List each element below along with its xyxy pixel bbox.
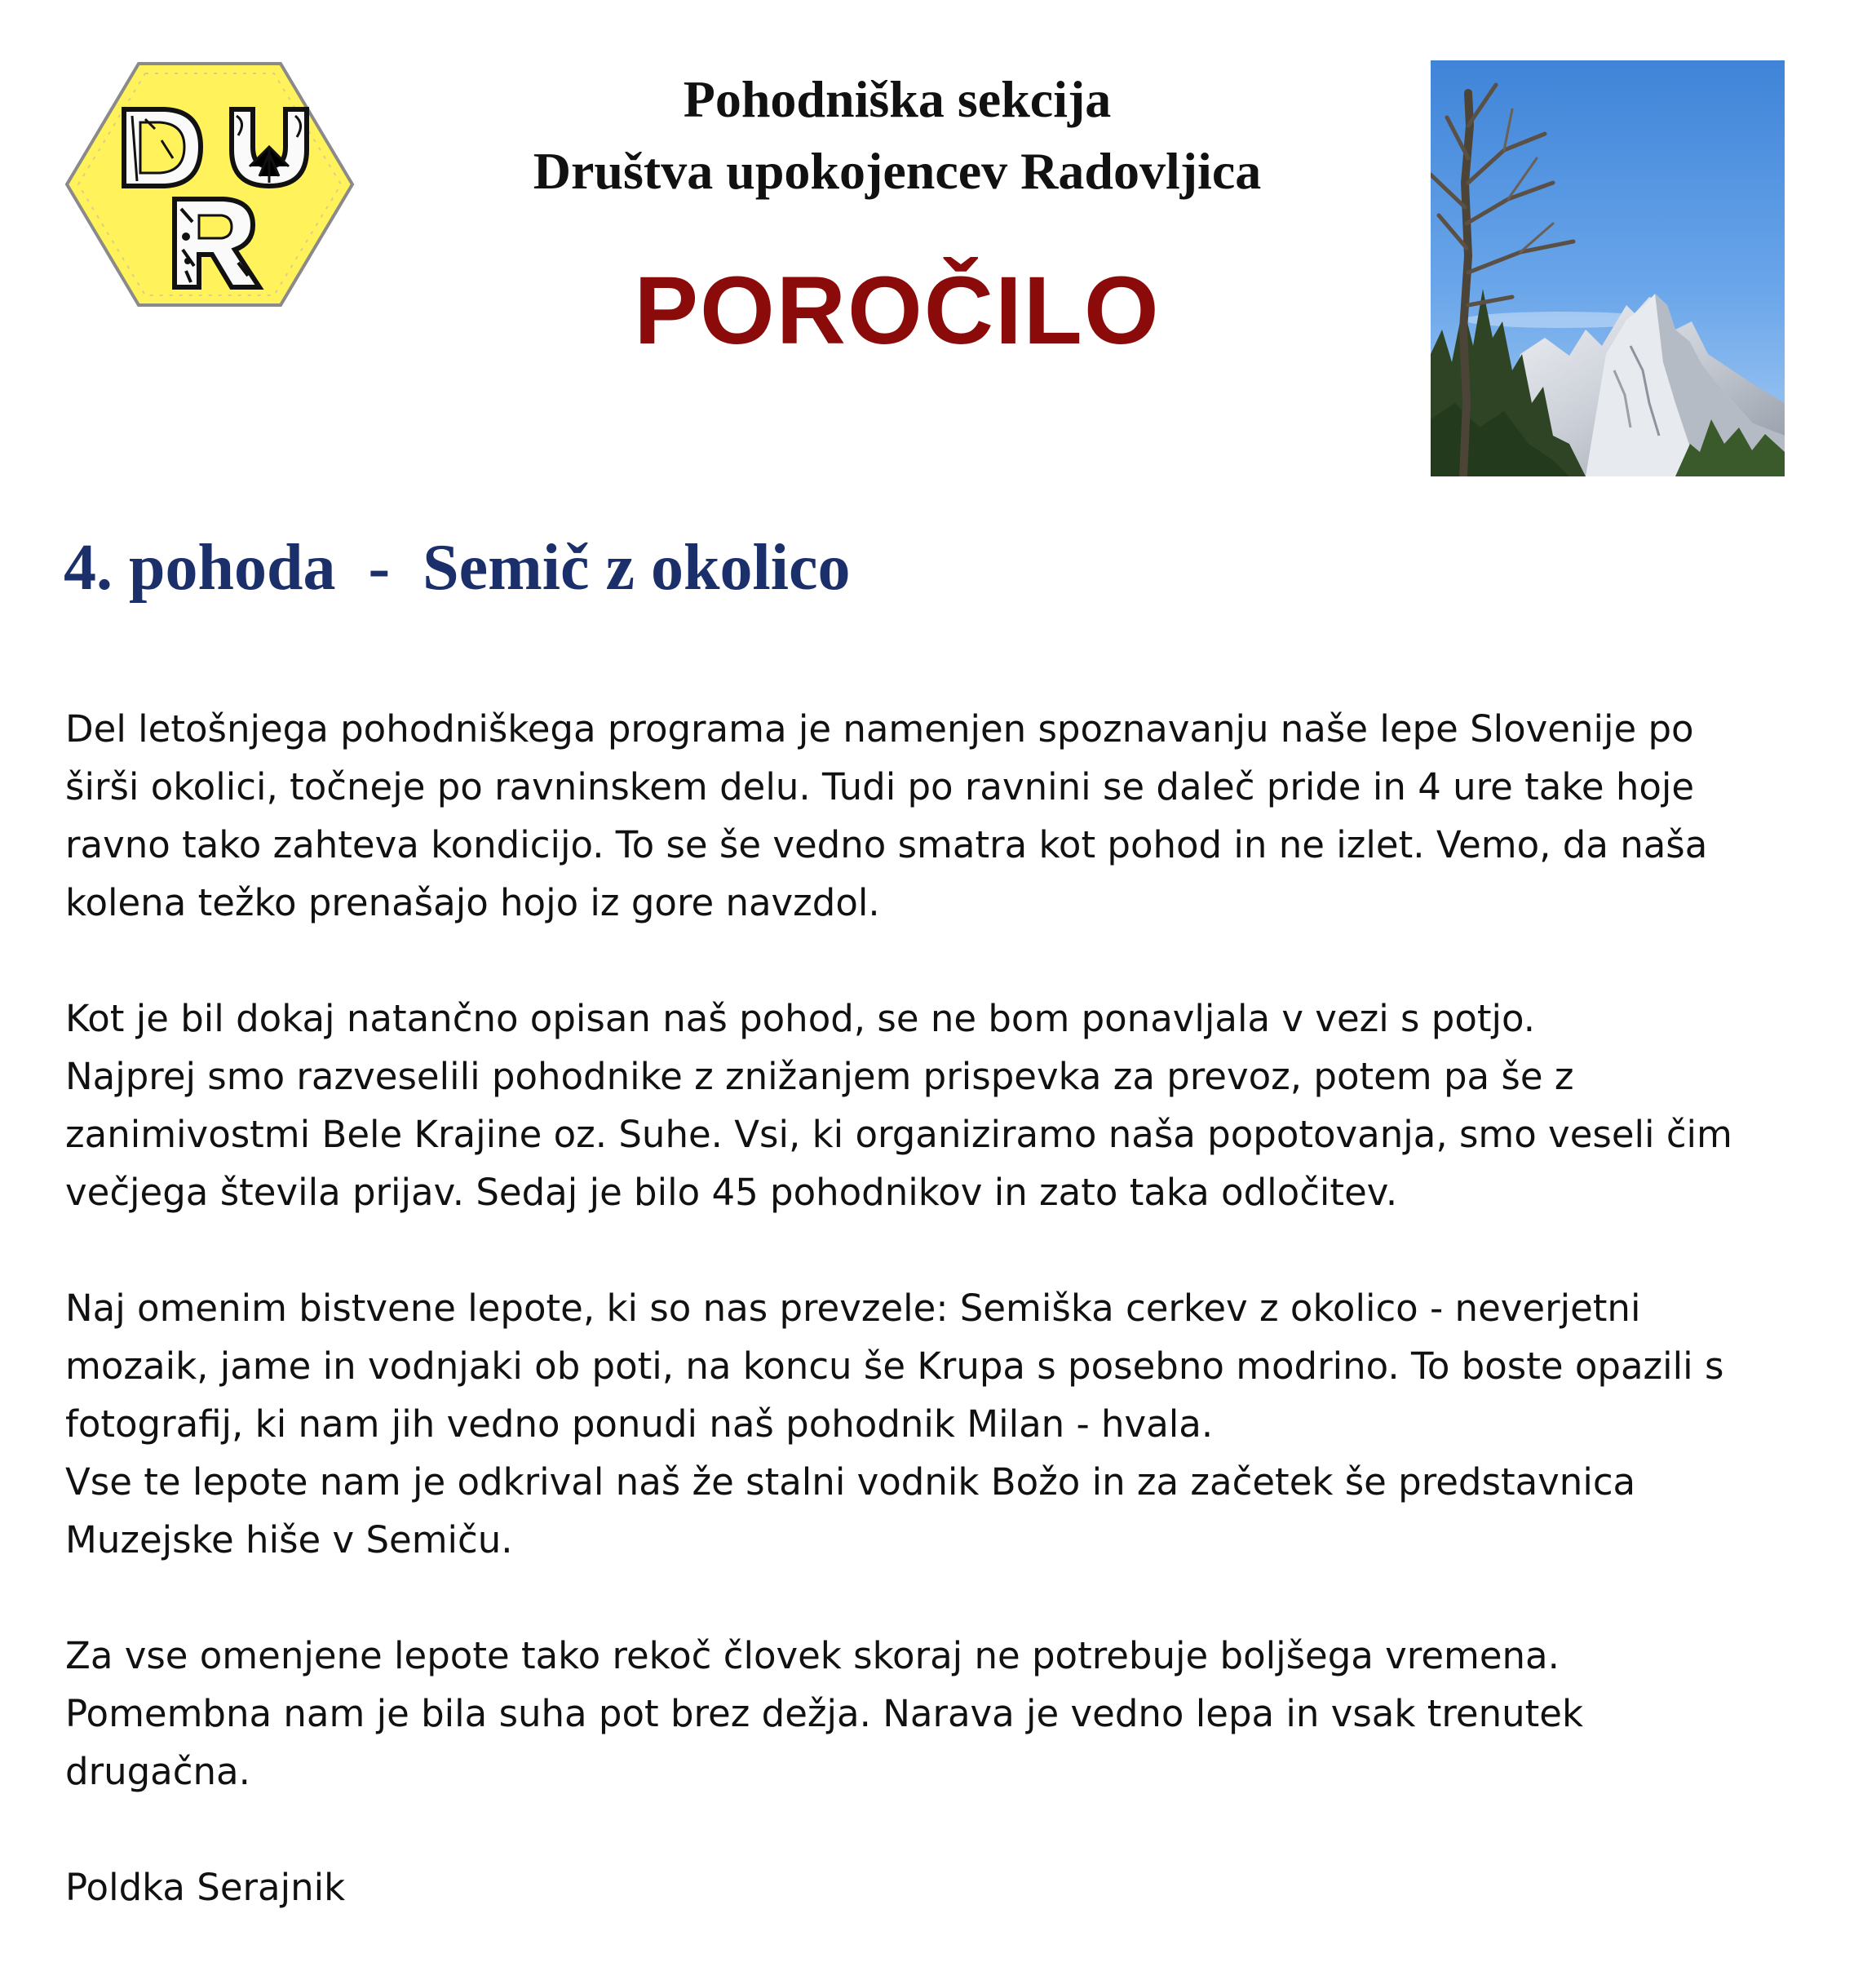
text-line: Muzejske hiše v Semiču. — [65, 1518, 513, 1561]
org-line-2: Društva upokojencev Radovljica — [533, 142, 1262, 200]
mountain-photo-icon — [1431, 60, 1785, 476]
text-line: večjega števila prijav. Sedaj je bilo 45 pohodnikov in zato taka odločitev. — [65, 1171, 1398, 1214]
event-title: 4. pohoda - Semič z okolico — [64, 532, 851, 604]
text-line: Kot je bil dokaj natančno opisan naš pohod, se ne bom ponavljala v vezi s potjo. — [65, 997, 1536, 1040]
dur-hexagon-logo-icon — [64, 62, 356, 307]
text-line: zanimivostmi Bele Krajine oz. Suhe. Vsi, ki organiziramo naša popotovanja, smo veseli čim — [65, 1113, 1732, 1156]
paragraph-2 — [65, 990, 1827, 1221]
text-line: ravno tako zahteva kondicijo. To se še vedno smatra kot pohod in ne izlet. Vemo, da naša — [65, 823, 1708, 866]
text-line: drugačna. — [65, 1750, 250, 1793]
signature: Poldka Serajnik — [65, 1866, 346, 1909]
paragraph-3 — [65, 1279, 1827, 1569]
paragraph-4 — [65, 1627, 1827, 1800]
text-line: kolena težko prenašajo hojo iz gore navzdol. — [65, 881, 880, 924]
report-body — [65, 700, 1827, 1916]
dur-logo — [64, 62, 356, 307]
org-line-1: Pohodniška sekcija — [683, 70, 1112, 128]
paragraph-1 — [65, 700, 1827, 932]
document-header — [424, 64, 1370, 364]
text-line: Pomembna nam je bila suha pot brez dežja. Narava je vedno lepa in vsak trenutek — [65, 1692, 1584, 1735]
report-title: POROČILO — [634, 257, 1161, 365]
text-line: Del letošnjega pohodniškega programa je namenjen spoznavanju naše lepe Slovenije po — [65, 707, 1694, 751]
text-line: Naj omenim bistvene lepote, ki so nas prevzele: Semiška cerkev z okolico - neverjetni — [65, 1287, 1641, 1330]
text-line: Za vse omenjene lepote tako rekoč človek skoraj ne potrebuje boljšega vremena. — [65, 1634, 1560, 1677]
mountain-photo — [1431, 60, 1785, 476]
text-line: Najprej smo razveselili pohodnike z znižanjem prispevka za prevoz, potem pa še z — [65, 1055, 1574, 1098]
text-line: Vse te lepote nam je odkrival naš že stalni vodnik Božo in za začetek še predstavnica — [65, 1460, 1636, 1504]
text-line: širši okolici, točneje po ravninskem delu. Tudi po ravnini se daleč pride in 4 ure take hoje — [65, 765, 1695, 808]
text-line: fotografij, ki nam jih vedno ponudi naš pohodnik Milan - hvala. — [65, 1402, 1214, 1446]
text-line: mozaik, jame in vodnjaki ob poti, na koncu še Krupa s posebno modrino. To boste opazili s — [65, 1344, 1724, 1388]
